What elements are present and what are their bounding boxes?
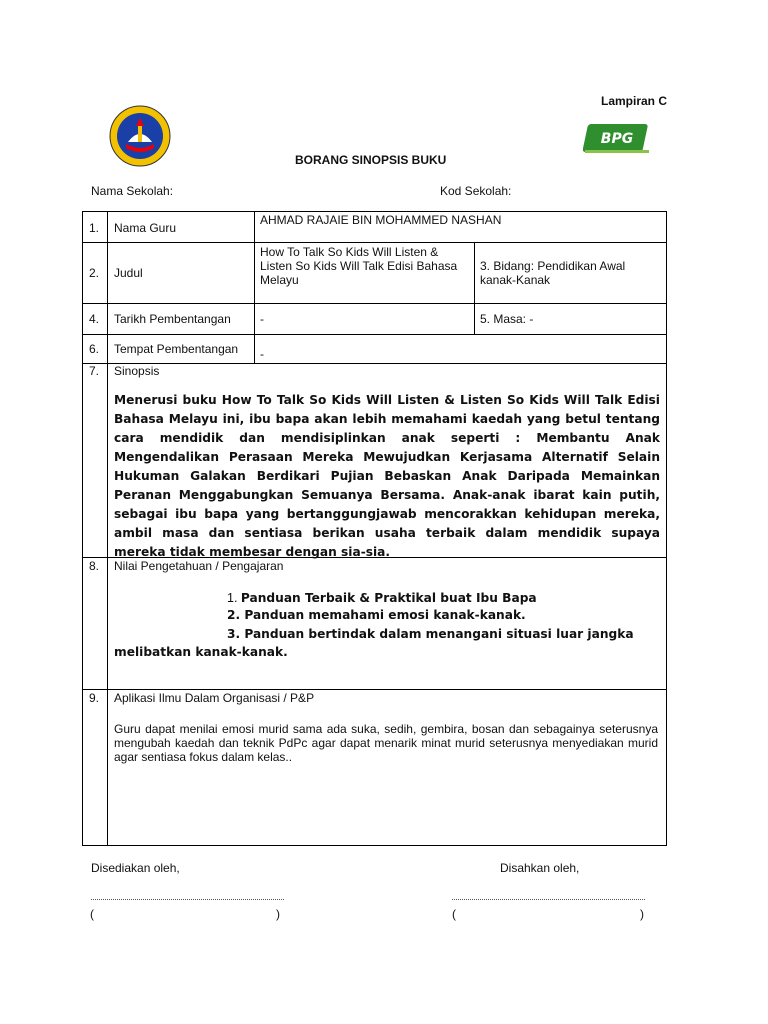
- disahkan-label: Disahkan oleh,: [500, 861, 580, 875]
- disediakan-open-paren: (: [90, 907, 94, 921]
- row6-label: Tempat Pembentangan: [114, 342, 239, 356]
- disahkan-close-paren: ): [640, 907, 644, 921]
- row4-number: 4.: [89, 312, 100, 326]
- nama-sekolah-label: Nama Sekolah:: [91, 184, 174, 198]
- nama-guru-value: AHMAD RAJAIE BIN MOHAMMED NASHAN: [260, 213, 502, 227]
- lampiran-label: Lampiran C: [601, 94, 668, 108]
- disahkan-signature-line: [452, 893, 645, 900]
- judul-value: How To Talk So Kids Will Listen & Listen So Kids Will Talk Edisi Bahasa Melayu: [260, 245, 458, 287]
- row7-number: 7.: [89, 364, 100, 378]
- bpg-logo: [583, 120, 653, 158]
- tempat-value: -: [260, 347, 264, 361]
- disediakan-label: Disediakan oleh,: [91, 861, 180, 875]
- row4-label: Tarikh Pembentangan: [114, 312, 231, 326]
- nilai-item-3: 3. Panduan bertindak dalam menangani situasi luar jangka: [227, 627, 634, 641]
- svg-text:BPG: BPG: [600, 131, 634, 147]
- tarikh-value: -: [260, 312, 264, 326]
- row6-number: 6.: [89, 342, 100, 356]
- kod-sekolah-label: Kod Sekolah:: [440, 184, 512, 198]
- row1-label: Nama Guru: [114, 221, 177, 235]
- form-title: BORANG SINOPSIS BUKU: [295, 153, 447, 167]
- row1-number: 1.: [89, 221, 100, 235]
- masa-value: 5. Masa: -: [480, 312, 534, 326]
- disediakan-signature-line: [91, 893, 284, 900]
- nilai-item-1-number: 1.: [227, 591, 238, 605]
- disahkan-open-paren: (: [452, 907, 456, 921]
- nilai-item-2: 2. Panduan memahami emosi kanak-kanak.: [227, 608, 526, 622]
- ministry-crest-logo: [108, 104, 172, 168]
- sinopsis-text: Menerusi buku How To Talk So Kids Will Listen & Listen So Kids Will Talk Edisi Bahasa Melayu ini, ibu bapa akan lebih memahami kaedah yang betul tentang cara mendidik dan mendisiplinkan anak seperti : Membantu Anak Mengendalikan Perasaan Mereka Mewujudkan Kerjasama Alternatif Selain Hukuman Galakan Berdikari Pujian Bebaskan Anak Daripada Memainkan Peranan Menggabungkan Semuanya Bersama. Anak-anak ibarat kain putih, sebagai ibu bapa yang bertanggungjawab mencorakkan kehidupan mereka, ambil masa dan sentiasa berikan usaha terbaik dalam mendidik supaya mereka tidak membesar dengan sia-sia.: [114, 393, 660, 559]
- aplikasi-text: Guru dapat menilai emosi murid sama ada suka, sedih, gembira, bosan dan sebagainya seterusnya mengubah kaedah dan teknik PdPc agar dapat menarik minat murid seterusnya menyediakan murid agar sentiasa fokus dalam kelas..: [114, 722, 658, 764]
- row8-number: 8.: [89, 559, 100, 573]
- row9-number: 9.: [89, 691, 100, 705]
- disediakan-close-paren: ): [276, 907, 280, 921]
- nilai-item-1-text: Panduan Terbaik & Praktikal buat Ibu Bapa: [240, 591, 537, 605]
- row8-label: Nilai Pengetahuan / Pengajaran: [114, 559, 284, 573]
- nilai-item-3-cont: melibatkan kanak-kanak.: [114, 645, 288, 659]
- row9-label: Aplikasi Ilmu Dalam Organisasi / P&P: [114, 691, 315, 705]
- row2-number: 2.: [89, 266, 100, 280]
- row2-label: Judul: [114, 266, 143, 280]
- bidang-value: 3. Bidang: Pendidikan Awal kanak-Kanak: [480, 259, 626, 287]
- row7-label: Sinopsis: [114, 364, 160, 378]
